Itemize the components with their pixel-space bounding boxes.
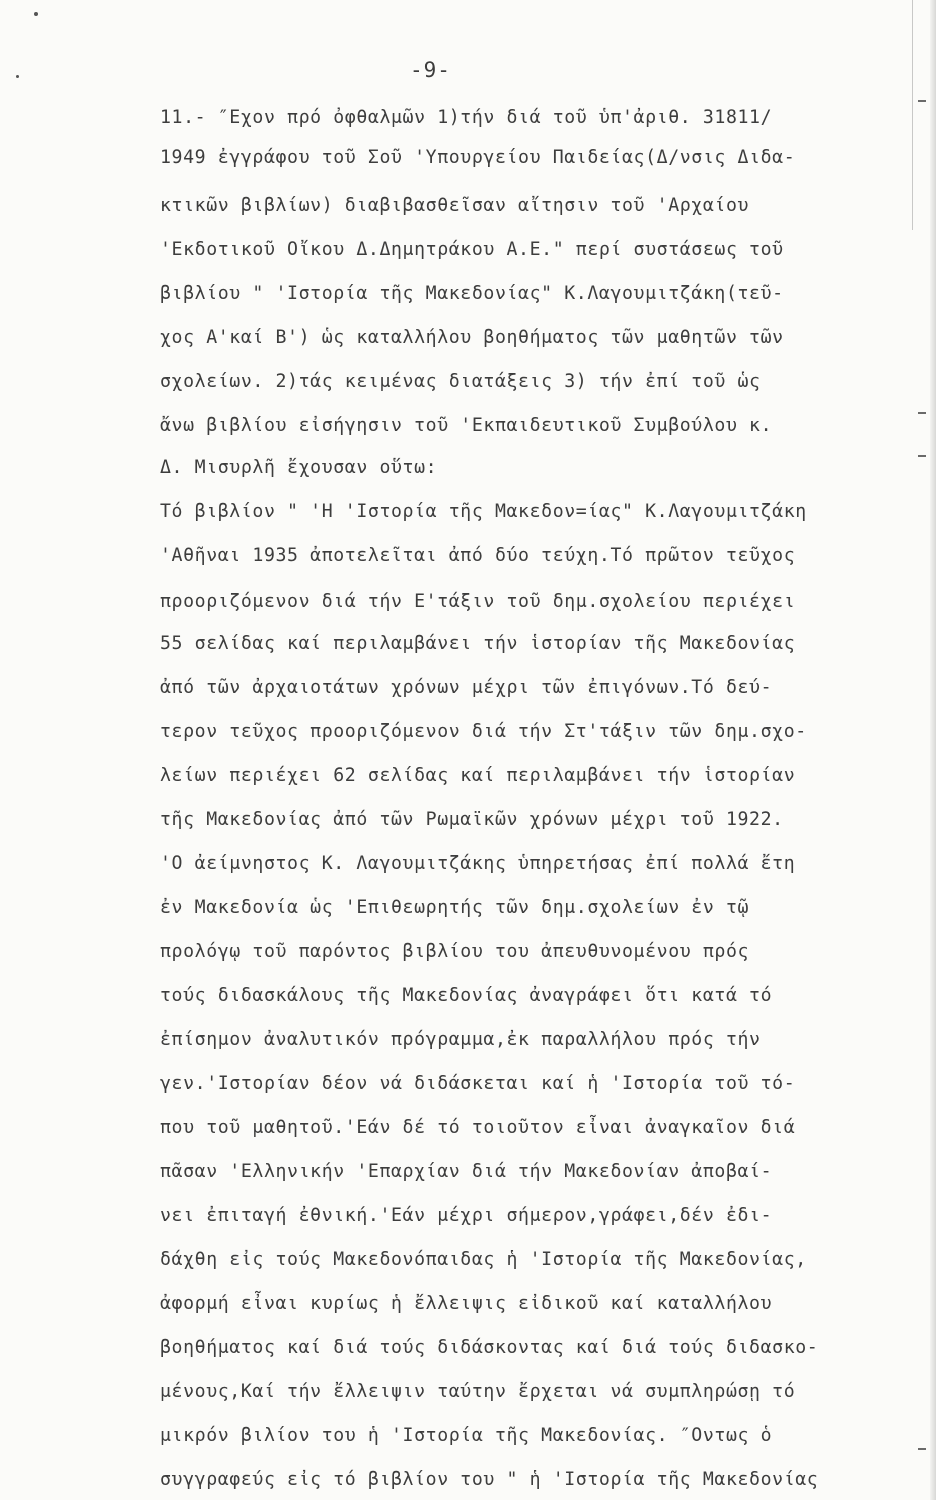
text-line: Δ. Μισυρλῆ ἔχουσαν οὕτω: bbox=[160, 457, 438, 478]
text-line: κτικῶν βιβλίων) διαβιβασθεῖσαν αἴτησιν τοῦ 'Αρχαίου bbox=[160, 195, 750, 216]
text-line: 'Ο ἀείμνηστος Κ. Λαγουμιτζάκης ὑπηρετήσας ἐπί πολλά ἔτη bbox=[160, 853, 796, 874]
text-line: σχολείων. 2)τάς κειμένας διατάξεις 3) τήν ἐπί τοῦ ὡς bbox=[160, 371, 761, 392]
corner-mark bbox=[34, 12, 38, 16]
corner-mark bbox=[16, 75, 19, 78]
margin-rule bbox=[912, 0, 913, 230]
text-line: προλόγῳ τοῦ παρόντος βιβλίου του ἀπευθυνομένου πρός bbox=[160, 941, 750, 962]
text-line: 55 σελίδας καί περιλαμβάνει τήν ἱστορίαν τῆς Μακεδονίας bbox=[160, 633, 796, 654]
text-line: νει ἐπιταγή ἐθνική.'Εάν μέχρι σήμερον,γράφει,δέν ἐδι- bbox=[160, 1205, 773, 1226]
text-line: τερον τεῦχος προοριζόμενον διά τήν Στ'τάξιν τῶν δημ.σχο- bbox=[160, 721, 807, 742]
text-line: ἐν Μακεδονία ὡς 'Επιθεωρητής τῶν δημ.σχολείων ἐν τῷ bbox=[160, 897, 750, 918]
text-line: 'Εκδοτικοῦ Οἴκου Δ.Δημητράκου Α.Ε." περί συστάσεως τοῦ bbox=[160, 239, 784, 260]
text-line: ἀπό τῶν ἀρχαιοτάτων χρόνων μέχρι τῶν ἐπιγόνων.Τό δεύ- bbox=[160, 677, 773, 698]
text-line: μικρόν βιλίον του ἡ 'Ιστορία τῆς Μακεδονίας. ″Οντως ὁ bbox=[160, 1425, 773, 1446]
text-line: βιβλίου " 'Ιστορία τῆς Μακεδονίας" Κ.Λαγουμιτζάκη(τεῦ- bbox=[160, 283, 784, 304]
margin-tick bbox=[918, 100, 926, 102]
text-line: βοηθήματος καί διά τούς διδάσκοντας καί διά τούς διδασκο- bbox=[160, 1337, 819, 1358]
text-line: ἐπίσημον ἀναλυτικόν πρόγραμμα,ἐκ παραλλήλου πρός τήν bbox=[160, 1029, 761, 1050]
margin-tick bbox=[918, 1448, 926, 1450]
text-line: γεν.'Ιστορίαν δέον νά διδάσκεται καί ἡ 'Ιστορία τοῦ τό- bbox=[160, 1073, 796, 1094]
margin-tick bbox=[918, 412, 926, 414]
text-line: 11.- ″Εχον πρό ὀφθαλμῶν 1)τήν διά τοῦ ὑπ'ἀριθ. 31811/ bbox=[160, 107, 773, 128]
page-number: -9- bbox=[410, 58, 451, 82]
text-line: προοριζόμενον διά τήν Ε'τάξιν τοῦ δημ.σχολείου περιέχει bbox=[160, 591, 796, 612]
text-line: ἄνω βιβλίου εἰσήγησιν τοῦ 'Εκπαιδευτικοῦ Συμβούλου κ. bbox=[160, 415, 773, 436]
text-line: συγγραφεύς εἰς τό βιβλίον του " ἡ 'Ιστορία τῆς Μακεδονίας bbox=[160, 1469, 819, 1490]
text-line: τῆς Μακεδονίας ἀπό τῶν Ρωμαϊκῶν χρόνων μέχρι τοῦ 1922. bbox=[160, 809, 784, 830]
text-line: χος Α'καί Β') ὡς καταλλήλου βοηθήματος τῶν μαθητῶν τῶν bbox=[160, 327, 784, 348]
text-line: τούς διδασκάλους τῆς Μακεδονίας ἀναγράφει ὅτι κατά τό bbox=[160, 985, 773, 1006]
text-line: πᾶσαν 'Ελληνικήν 'Επαρχίαν διά τήν Μακεδονίαν ἀποβαί- bbox=[160, 1161, 773, 1182]
text-line: δάχθη εἰς τούς Μακεδονόπαιδας ἡ 'Ιστορία τῆς Μακεδονίας, bbox=[160, 1249, 807, 1270]
margin-tick bbox=[918, 455, 926, 457]
text-line: 1949 ἐγγράφου τοῦ Σοῦ 'Υπουργείου Παιδείας(Δ/νσις Διδα- bbox=[160, 147, 796, 168]
text-line: που τοῦ μαθητοῦ.'Εάν δέ τό τοιοῦτον εἶναι ἀναγκαῖον διά bbox=[160, 1117, 796, 1138]
text-line: 'Αθῆναι 1935 ἀποτελεῖται ἀπό δύο τεύχη.Τό πρῶτον τεῦχος bbox=[160, 545, 796, 566]
text-line: ἀφορμή εἶναι κυρίως ἡ ἔλλειψις εἰδικοῦ καί καταλλήλου bbox=[160, 1293, 773, 1314]
page-edge bbox=[930, 0, 936, 1500]
text-line: λείων περιέχει 62 σελίδας καί περιλαμβάνει τήν ἱστορίαν bbox=[160, 765, 796, 786]
text-line: μένους,Καί τήν ἔλλειψιν ταύτην ἔρχεται νά συμπληρώσῃ τό bbox=[160, 1381, 796, 1402]
text-line: Τό βιβλίον " 'Η 'Ιστορία τῆς Μακεδον=ίας" Κ.Λαγουμιτζάκη bbox=[160, 501, 807, 522]
